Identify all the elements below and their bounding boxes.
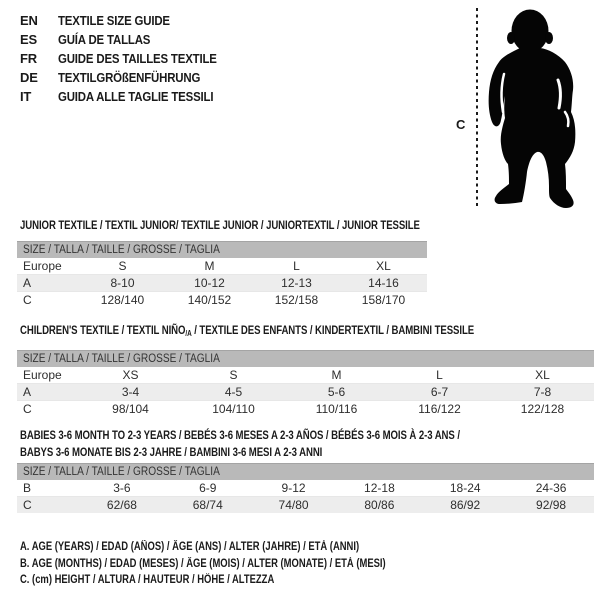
size-value-cell: 24-36 <box>508 480 594 497</box>
language-row <box>20 49 238 68</box>
language-guide-title: TEXTILGRÖßENFÜHRUNG <box>58 70 201 85</box>
table-row <box>17 292 427 309</box>
size-value-cell: 9-12 <box>251 480 337 497</box>
section-title-line: BABYS 3-6 MONATE BIS 2-3 JAHRE / BAMBINI 3-6 MESI A 2-3 ANNI <box>20 445 323 459</box>
row-label-cell: C <box>23 293 32 307</box>
table-header-text: SIZE / TALLA / TAILLE / GRÖSSE / TAGLIA <box>23 353 220 365</box>
row-label-cell: C <box>23 402 32 416</box>
section-title-line: BABIES 3-6 MONTH TO 2-3 YEARS / BEBÉS 3-6 MESES A 2-3 AÑOS / BÉBÉS 3-6 MOIS À 2-3 ANS / <box>20 428 460 442</box>
size-value-cell: S <box>182 367 285 384</box>
language-guide-title: TEXTILE SIZE GUIDE <box>58 13 170 28</box>
section-title <box>20 322 479 342</box>
section-title-line: CHILDREN'S TEXTILE / TEXTIL $NIÑO_{/A}$ / TEXTILE DES ENFANTS / KINDERTEXTIL / BAMBINI TESSILE <box>20 323 475 338</box>
size-value-cell: 128/140 <box>100 293 145 307</box>
size-value-cell: 5-6 <box>285 384 388 401</box>
language-code: ES <box>20 32 37 47</box>
size-value-cell: L <box>388 367 491 384</box>
size-value-cell: 122/128 <box>520 402 565 416</box>
language-row <box>20 30 238 49</box>
size-value-cell: 158/170 <box>361 293 406 307</box>
section-title <box>20 217 479 234</box>
size-value-cell: 12-18 <box>336 480 422 497</box>
size-value-cell: 18-24 <box>422 480 508 497</box>
language-guide-title: GUIDE DES TAILLES TEXTILE <box>58 51 217 66</box>
size-value-cell: 92/98 <box>508 497 594 514</box>
table-header-text: SIZE / TALLA / TAILLE / GRÖSSE / TAGLIA <box>23 466 220 478</box>
row-label-cell: Europe <box>17 258 79 275</box>
size-table <box>17 463 594 513</box>
table-row <box>17 367 594 384</box>
size-value-cell: S <box>79 258 166 275</box>
size-value-cell: 140/152 <box>187 293 232 307</box>
language-row <box>20 68 238 87</box>
row-label-cell: C <box>17 497 79 514</box>
height-label-c: C <box>456 117 466 132</box>
language-guide-title: GUIDA ALLE TAGLIE TESSILI <box>58 89 214 104</box>
language-row <box>20 11 238 30</box>
size-value-cell: 74/80 <box>251 497 337 514</box>
table-row <box>17 497 594 514</box>
size-value-cell: XS <box>79 367 182 384</box>
size-value-cell: 4-5 <box>182 384 285 401</box>
height-measure-line <box>476 8 478 207</box>
size-value-cell: 3-4 <box>79 384 182 401</box>
table-header-band <box>17 463 594 480</box>
size-value-cell: 116/122 <box>418 402 461 416</box>
table-header-band <box>17 350 594 367</box>
language-code: EN <box>20 13 38 28</box>
size-value-cell: XL <box>491 367 594 384</box>
section-babies <box>17 427 594 512</box>
table-row <box>17 480 594 497</box>
legend-line: C. (cm) HEIGHT / ALTURA / HAUTEUR / HÖHE / ALTEZZA <box>20 574 275 586</box>
size-value-cell: 7-8 <box>491 384 594 401</box>
size-value-cell: 80/86 <box>336 497 422 514</box>
legend-line: A. AGE (YEARS) / EDAD (AÑOS) / ÂGE (ANS) / ALTER (JAHRE) / ETÀ (ANNI) <box>20 541 360 553</box>
table-header-band <box>17 241 427 258</box>
size-table <box>17 350 594 417</box>
table-row <box>17 258 427 275</box>
language-guide-title: GUÍA DE TALLAS <box>58 32 151 47</box>
section-title-line: JUNIOR TEXTILE / TEXTIL JUNIOR/ TEXTILE JUNIOR / JUNIORTEXTIL / JUNIOR TESSILE <box>20 218 420 232</box>
size-value-cell: 110/116 <box>315 402 358 416</box>
language-code: FR <box>20 51 37 66</box>
size-value-cell: 98/104 <box>112 402 149 416</box>
size-value-cell: 6-7 <box>388 384 491 401</box>
legend-line: B. AGE (MONTHS) / EDAD (MESES) / ÂGE (MOIS) / ALTER (MONATE) / ETÀ (MESI) <box>20 557 386 570</box>
size-value-cell: M <box>166 258 253 275</box>
size-value-cell: 6-9 <box>165 480 251 497</box>
row-label-cell: Europe <box>17 367 79 384</box>
size-value-cell: 68/74 <box>165 497 251 514</box>
section-title <box>20 427 479 461</box>
row-label-cell: A <box>17 275 79 292</box>
size-value-cell: 86/92 <box>422 497 508 514</box>
language-code: DE <box>20 70 38 85</box>
size-value-cell: 152/158 <box>274 293 319 307</box>
row-label-cell: A <box>17 384 79 401</box>
language-row <box>20 87 238 106</box>
row-label-cell: B <box>17 480 79 497</box>
baby-silhouette-icon <box>488 6 580 212</box>
size-value-cell: 3-6 <box>79 480 165 497</box>
section-junior <box>17 217 594 307</box>
size-value-cell: L <box>253 258 340 275</box>
table-row <box>17 275 427 292</box>
size-value-cell: M <box>285 367 388 384</box>
size-table <box>17 241 427 308</box>
size-value-cell: XL <box>340 258 427 275</box>
language-title-list <box>20 11 238 106</box>
size-value-cell: 8-10 <box>79 275 166 292</box>
table-header-text: SIZE / TALLA / TAILLE / GRÖSSE / TAGLIA <box>23 244 220 256</box>
size-value-cell: 12-13 <box>253 275 340 292</box>
size-value-cell: 104/110 <box>212 402 255 416</box>
size-value-cell: 62/68 <box>79 497 165 514</box>
table-row <box>17 401 594 418</box>
legend <box>20 539 466 589</box>
table-row <box>17 384 594 401</box>
language-code: IT <box>20 89 32 104</box>
size-value-cell: 10-12 <box>166 275 253 292</box>
section-children <box>17 322 594 416</box>
size-value-cell: 14-16 <box>340 275 427 292</box>
